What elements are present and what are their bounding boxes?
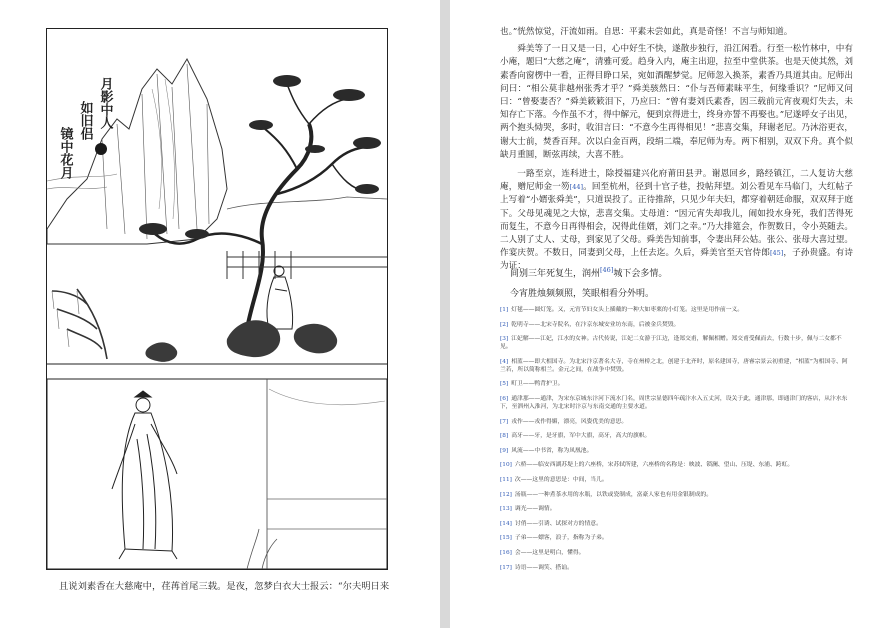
left-page-caption: 且说刘素香在大慈庵中，荏苒首尾三载。是夜，忽梦白衣大士报云：“尔夫明日来 [59, 581, 390, 592]
footnote-text: 灯毬——圆灯笼。又，元宵节妇女头上插戴的一种大如枣栗的小灯笼。这里是用作前一义。 [511, 307, 744, 313]
poem-line-1 [510, 266, 667, 279]
text-segment: 一路至京，连科进士，除授福建兴化府莆田县尹。谢恩回乡，路经镇江，二人复访大慈庵，赠尼师金一笏 [500, 169, 853, 193]
footnote-text: 风流——中书省，称为凤凰池。 [511, 447, 593, 454]
footnote-ref[interactable]: [46] [600, 266, 614, 274]
text-segment: 。回至杭州，径到十官子巷，投帖拜望。刘公看见车马临门，大红帖子上写着“小婿张舜美”，只道误投了。正待推辞，只见少年夫妇，都穿着朝廷命服，双双拜于庭下。父母见魂见之大惊，悲喜交集。丈母道：“因元宵失却我儿，闹如投水身死，我们苦得死而复生，不意今日再得相会，况得此佳婿，刘门之幸。”乃大排筵会，作贺数日，令小英随去。二人别了丈人、丈母，到家见了父母。舜美告知前事，令妻出拜公姑。张公、张母大喜过望。作宴庆贺。不数日，同妻到父母，上任去迄。久后，舜美官至天官侍郎 [500, 182, 853, 259]
paragraph-2 [500, 168, 853, 274]
footnote-item [500, 534, 853, 542]
svg-text:镜中花月: 镜中花月 [57, 127, 73, 179]
footnote-item [500, 335, 853, 351]
footnote-item [500, 380, 853, 388]
footnote-number[interactable]: [14] [500, 520, 512, 527]
footnote-text: 讨俏——引诱、试探对方的情意。 [514, 520, 602, 527]
left-page [0, 0, 440, 628]
footnote-text: 戎作——戎作得媚，漂亮，风姿优美的意思。 [511, 418, 628, 425]
footnote-number[interactable]: [7] [500, 418, 509, 425]
illustration-inscription [58, 77, 114, 180]
footnote-item [500, 418, 853, 426]
footnote-text: 调光——调情。 [514, 506, 556, 513]
paragraph-1: 舜美等了一日又是一日，心中好生不快，遂散步独行，沿江闲看。行至一松竹林中，中有小庵，题曰“大慈之庵”，清雅可爱。趋身入内，庵主出迎，拉至中堂供茶。也是天使其然，刘素香向窗楞中一看，正得目睁口呆，宛如酒醒梦觉。尼师忽入换茶，素香乃具道其由。尼师出问曰：“相公莫非越州张秀才乎？”舜美骇然曰：“仆与吾师素昧平生，何缘垂识？”尼师又问曰：“曾娶妻否？”舜美簌簌泪下，乃应曰：“曾有妻刘氏素香，因三载前元宵夜观灯失去，未知存亡下落。今作虽不才，得中解元，便到京得进士，终身亦誓不再娶也。”尼遂呼女子出见，两个抱头恸哭，多时，收泪言曰：“不意今生再得相见！”悲喜交集，拜谢老尼。乃沐浴更衣，谢大士前，焚香百拜。次以白金百两，段绢二端，奉尼师为寿。两下相别，双双下舟。真个似缺月重圆，断弦再续，大喜不胜。 [500, 44, 853, 160]
footnote-text: 通津那——通津，为宋东京城东汴河下流水门名，周世宗显德四年疏汴水入五丈河，设关于此，通津那，即通津门的客店，从汴水东下，至泗州入淮河，为北宋时汴京与东南交通的主要水道。 [500, 395, 848, 410]
footnote-ref[interactable]: [44] [569, 183, 584, 192]
standing-scholar [112, 391, 177, 559]
footnote-item [500, 321, 853, 329]
footnote-text: 汤瓶——一种煮茶水用的水瓶，以铁或瓷制成，富豪人家也有用金银制成的。 [514, 491, 713, 498]
svg-text:月影中人: 月影中人 [97, 77, 113, 129]
main-text-block [500, 26, 853, 274]
footnote-item [500, 505, 853, 513]
text-segment: ，子孙贵盛。有诗为证： [500, 248, 853, 272]
footnote-number[interactable]: [15] [500, 535, 512, 542]
footnote-ref[interactable]: [45] [769, 249, 784, 258]
footnote-text: 高牙——牙，是牙旗，军中大旗，高牙，高大的旗帜。 [511, 433, 651, 440]
willow-tree [52, 289, 107, 359]
garden-fence [227, 251, 387, 279]
footnotes-list [500, 306, 853, 578]
footnote-text: 会——这里是明白，懂得。 [514, 549, 585, 556]
footnote-text: 次——这里的意思是：中间，当儿。 [514, 476, 608, 483]
footnote-text: 相蓝——即大相国寺。为北宋汴京著名大寺，寺在州桥之北，创建于北齐时，原名建国寺，唐睿宗景云初重建，“相蓝”为相国寺、阿兰若，所以简称相兰。金元之间，在战争中焚毁。 [500, 358, 848, 373]
footnote-item [500, 432, 853, 440]
footnote-item [500, 520, 853, 528]
footnote-number[interactable]: [10] [500, 462, 512, 469]
footnote-item [500, 358, 853, 374]
footnote-item [500, 461, 853, 469]
mountain-range [47, 59, 227, 244]
footnote-number[interactable]: [4] [500, 358, 509, 365]
footnote-item [500, 306, 853, 314]
poem-segment: 城下会多情。 [613, 269, 668, 279]
page-gutter [440, 0, 450, 628]
footnote-number[interactable]: [8] [500, 433, 509, 440]
footnote-number[interactable]: [13] [500, 506, 512, 513]
footnote-text: 江妃解——江妃，江水的女神。古代传说，江妃二女游于江边，逢郑交甫，解佩相赠。郑交甫受佩而去，行数十步，佩与二女都不见。 [500, 336, 842, 351]
svg-text:如旧侣: 如旧侣 [77, 101, 93, 140]
footnote-item [500, 549, 853, 557]
footnote-number[interactable]: [16] [500, 549, 512, 556]
poem-line-2: 今宵胜烛频频照，笑眼相看分外明。 [510, 289, 655, 299]
footnote-item [500, 476, 853, 484]
footnote-number[interactable]: [11] [500, 476, 512, 483]
moon [95, 143, 107, 155]
garden-rocks [145, 320, 337, 362]
footnote-number[interactable]: [6] [500, 395, 509, 402]
footnote-item [500, 564, 853, 572]
footnote-number[interactable]: [3] [500, 336, 509, 343]
poem-segment: 间别三年死复生，润州 [510, 269, 601, 279]
footnote-number[interactable]: [2] [500, 321, 509, 328]
footnote-number[interactable]: [5] [500, 381, 509, 388]
footnote-number[interactable]: [9] [500, 447, 509, 454]
footnote-item [500, 395, 853, 411]
footnote-number[interactable]: [17] [500, 564, 512, 571]
room-frame [47, 379, 387, 569]
footnote-text: 乾明寺——北宋寺院名，在汴京东城安业坊东南，后被金兵焚毁。 [511, 321, 680, 328]
footnote-number[interactable]: [1] [500, 307, 509, 313]
paragraph-0: 也。”恍然惊觉，汗流如雨。自思：平素未尝如此，真是奇怪！不言与师知道。 [500, 27, 793, 37]
footnote-text: 诗语——调笑、搭讪。 [514, 564, 573, 571]
footnote-text: 町卫——鸭背护卫。 [511, 381, 564, 388]
woodblock-illustration [46, 28, 388, 570]
footnote-text: 子弟——嫖客，浪子，指称为子弟。 [514, 535, 608, 542]
footnote-item [500, 447, 853, 455]
footnote-item [500, 491, 853, 499]
footnote-text: 六桥——临安西湖苏堤上的六座桥，宋苏轼所建，六座桥的名称是：映波、锁澜、望山、压堤、东浦、跨虹。 [514, 462, 794, 469]
footnote-number[interactable]: [12] [500, 491, 512, 498]
